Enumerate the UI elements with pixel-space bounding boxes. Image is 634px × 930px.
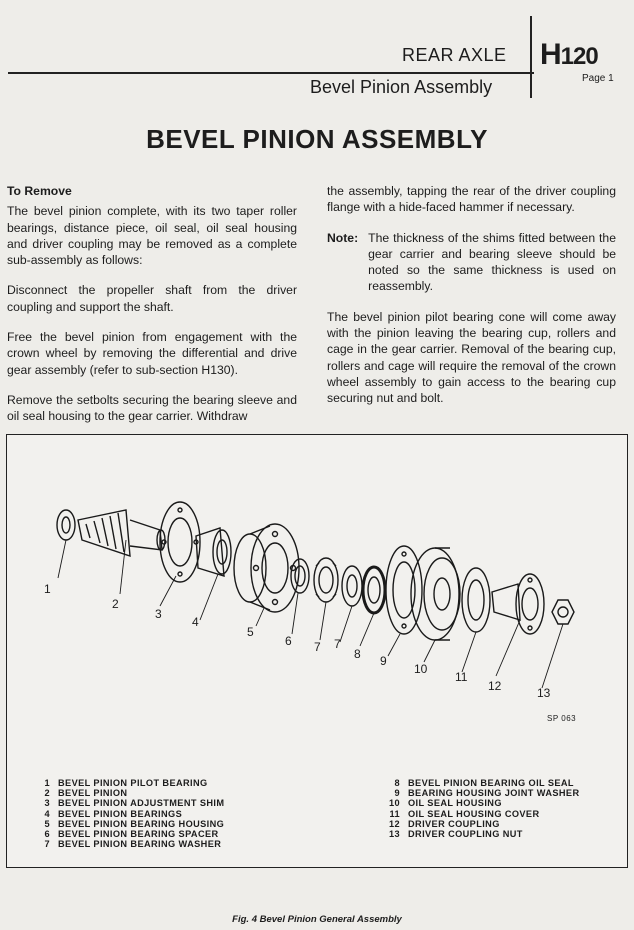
- adjustment-shim-drawing: [160, 502, 200, 582]
- legend-item: 5 BEVEL PINION BEARING HOUSING: [44, 818, 225, 829]
- legend-item: 3 BEVEL PINION ADJUSTMENT SHIM: [44, 798, 225, 809]
- paragraph: Disconnect the propeller shaft from the driver coupling and support the shaft.: [7, 283, 297, 314]
- callout-6: 6: [285, 634, 292, 648]
- to-remove-heading: To Remove: [7, 184, 72, 198]
- paragraph: The bevel pinion complete, with its two taper roller bearings, distance piece, oil seal, oil seal housing and driver coupling may be removed as a complete sub-assembly as follows:: [7, 204, 297, 268]
- callout-7b: 7: [334, 637, 341, 651]
- legend-item: 11 OIL SEAL HOUSING COVER: [389, 808, 540, 819]
- legend-item: 6 BEVEL PINION BEARING SPACER: [44, 829, 219, 840]
- pilot-bearing-drawing: [57, 510, 75, 540]
- callout-13: 13: [537, 686, 551, 700]
- paragraph: the assembly, tapping the rear of the driver coupling flange with a hide-faced hammer if necessary.: [327, 184, 616, 215]
- section-code-number: 120: [560, 43, 598, 70]
- section-code-letter: H: [540, 38, 561, 71]
- callout-7a: 7: [314, 640, 321, 654]
- oil-seal-cover-drawing: [462, 568, 490, 632]
- oil-seal-drawing: [363, 567, 385, 613]
- right-column: [327, 183, 616, 421]
- paragraph: The bevel pinion pilot bearing cone will come away with the pinion leaving the bearing cup, rollers and cage in the gear carrier. Removal of the bearing cup, rollers and cage will require the removal of the crown wheel assembly to gain access to the bearing cup securing nut and bolt.: [327, 309, 616, 406]
- section-title: REAR AXLE: [402, 45, 507, 65]
- callout-2: 2: [112, 597, 119, 611]
- page-number: Page 1: [582, 73, 614, 84]
- bevel-pinion-drawing: [78, 510, 165, 556]
- legend-item: 7 BEVEL PINION BEARING WASHER: [44, 839, 222, 850]
- bearing-spacer-drawing: [291, 559, 309, 593]
- legend-right: [384, 778, 579, 839]
- callout-10: 10: [414, 662, 428, 676]
- note-label: Note:: [327, 230, 359, 245]
- page-title: BEVEL PINION ASSEMBLY: [146, 124, 488, 154]
- bearing-housing-drawing: [234, 524, 299, 612]
- callout-1: 1: [44, 582, 51, 596]
- oil-seal-housing-drawing: [411, 548, 460, 640]
- header-divider-horizontal: [8, 72, 534, 74]
- paragraph: Free the bevel pinion from engagement with the crown wheel by removing the differential and drive gear assembly (refer to sub-section H130).: [7, 330, 297, 377]
- pinion-bearing-drawing: [196, 528, 231, 576]
- callout-5: 5: [247, 625, 254, 639]
- callout-3: 3: [155, 607, 162, 621]
- section-subtitle: Bevel Pinion Assembly: [310, 77, 493, 97]
- legend-item: 10 OIL SEAL HOUSING: [388, 798, 502, 809]
- legend-item: 13 DRIVER COUPLING NUT: [388, 829, 523, 840]
- legend-left: [34, 778, 224, 849]
- leader-lines: [58, 540, 563, 688]
- legend-item: 8 BEVEL PINION BEARING OIL SEAL: [394, 778, 574, 788]
- callout-9: 9: [380, 654, 387, 668]
- paragraph: Remove the setbolts securing the bearing sleeve and oil seal housing to the gear carrier. Withdraw: [7, 392, 297, 424]
- legend-item: 4 BEVEL PINION BEARINGS: [44, 808, 183, 819]
- legend-item: 9 BEARING HOUSING JOINT WASHER: [394, 788, 580, 799]
- joint-washer-drawing: [386, 546, 422, 634]
- figure-reference: SP 063: [547, 714, 577, 723]
- left-column: [7, 183, 297, 439]
- legend-item: 2 BEVEL PINION: [44, 788, 128, 799]
- note-text: The thickness of the shims fitted between the gear carrier and bearing sleeve should be noted so the same thickness is used on reassembly.: [368, 230, 616, 294]
- header-divider-vertical: [530, 16, 532, 98]
- section-code: [540, 38, 598, 72]
- callout-8: 8: [354, 647, 361, 661]
- note-block: [327, 230, 616, 295]
- coupling-nut-drawing: [552, 600, 574, 624]
- legend-item: 1 BEVEL PINION PILOT BEARING: [44, 778, 208, 788]
- second-bearing-drawing: [314, 558, 362, 606]
- legend-item: 12 DRIVER COUPLING: [388, 818, 500, 829]
- figure-caption: Fig. 4 Bevel Pinion General Assembly: [232, 914, 402, 925]
- callout-12: 12: [488, 679, 502, 693]
- callout-11: 11: [455, 670, 468, 684]
- callout-4: 4: [192, 615, 199, 629]
